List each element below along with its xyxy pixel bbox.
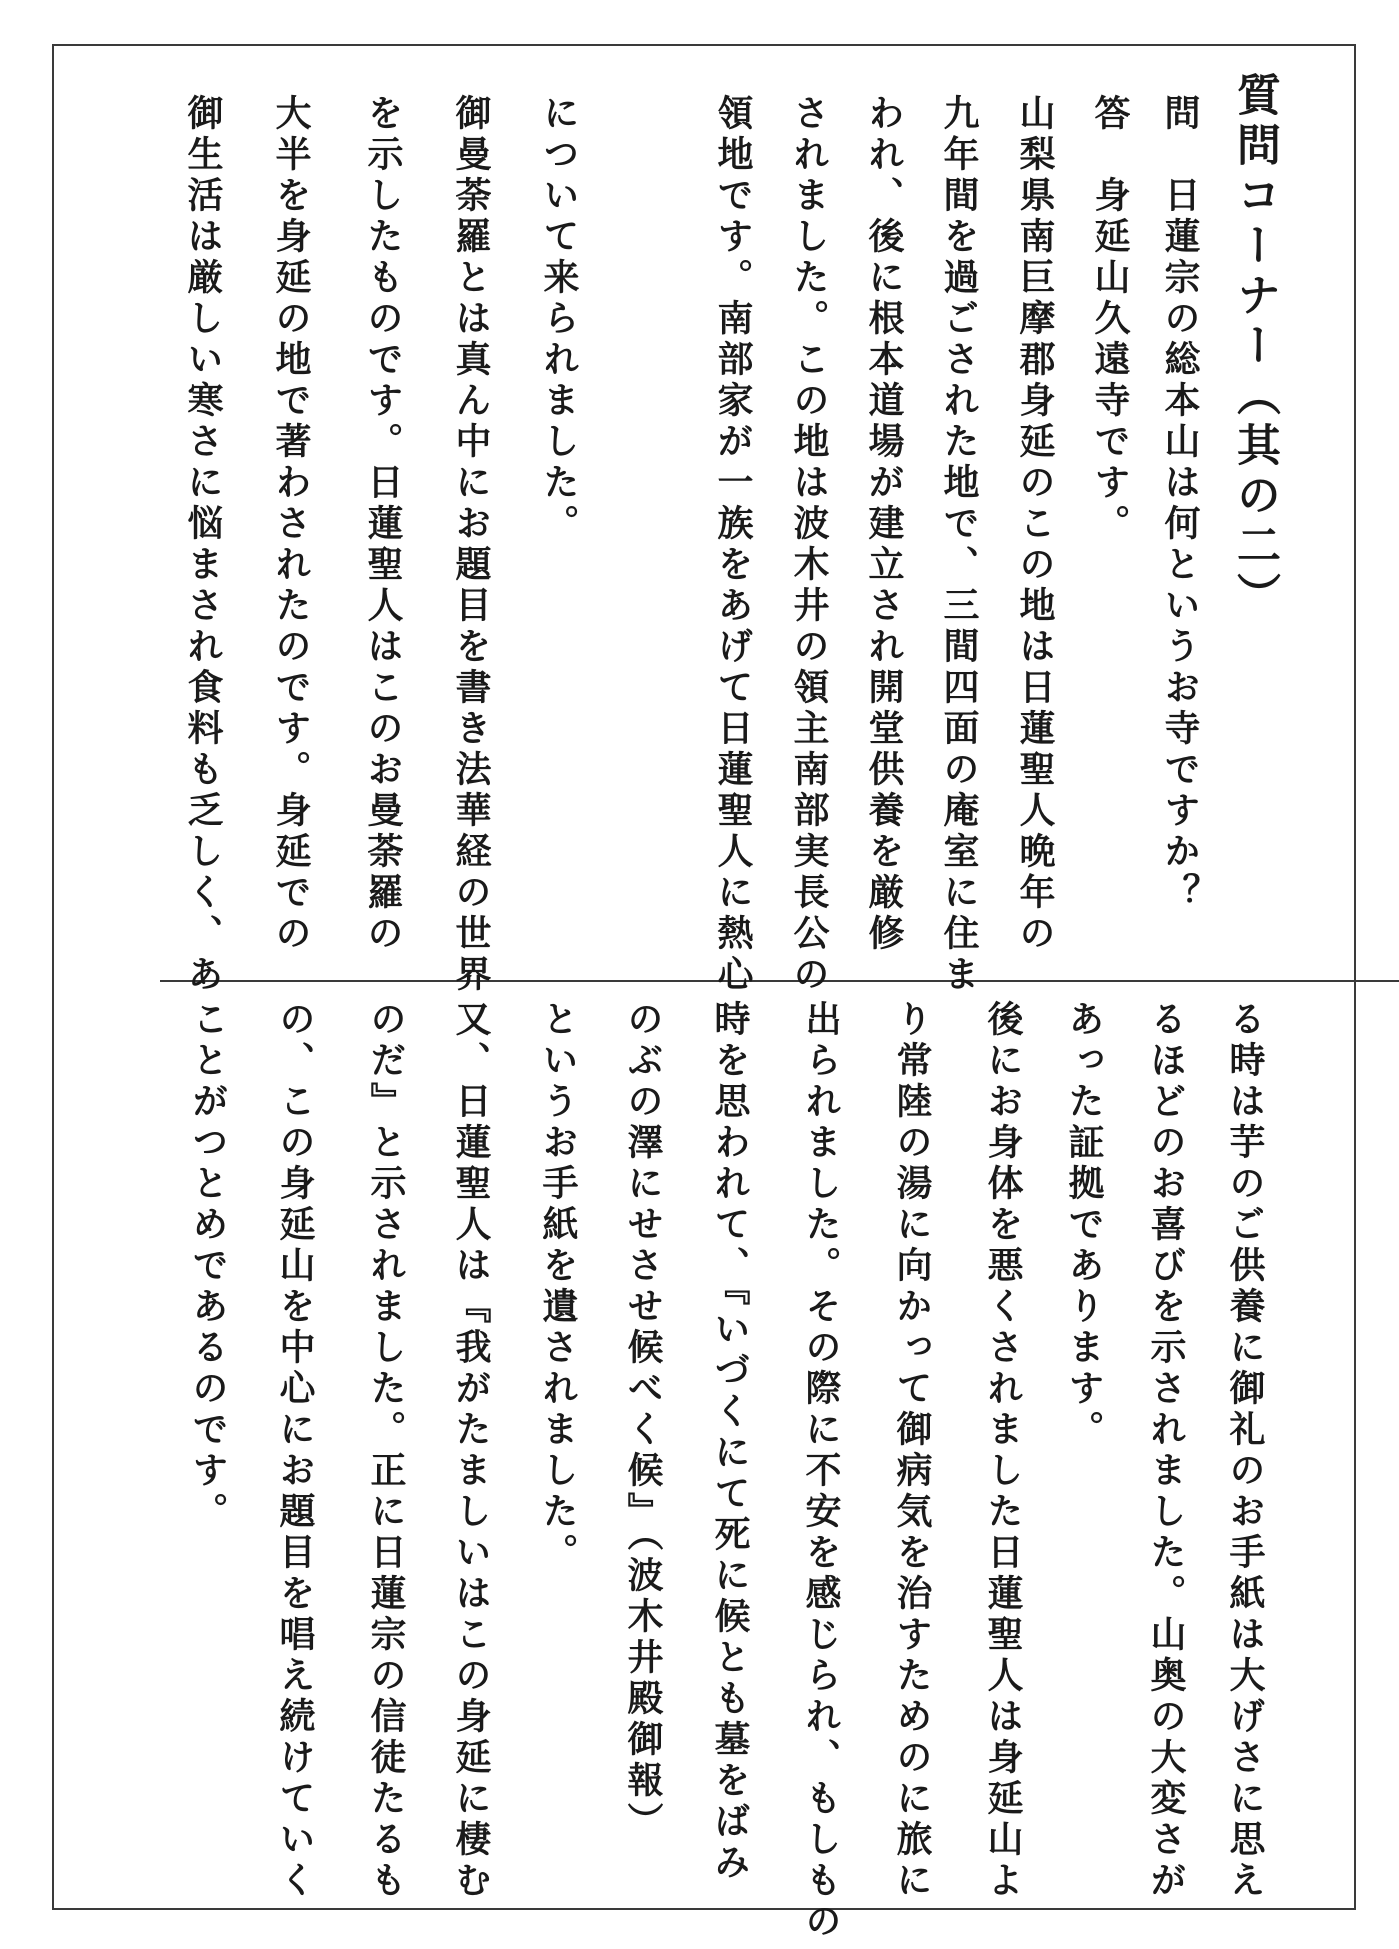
bottom-column-9: というお手紙を遺されました。 [537, 1000, 579, 1574]
top-column-6: されました。この地は波木井の領主南部実長公の [788, 94, 830, 996]
top-column-8: について来られました。 [538, 94, 580, 545]
top-column-1: 問 日蓮宗の総本山は何というお寺ですか？ [1159, 94, 1201, 914]
bottom-column-1: る時は芋のご供養に御礼のお手紙は大げさに思え [1224, 1000, 1266, 1902]
top-column-3: 山梨県南巨摩郡身延のこの地は日蓮聖人晩年の [1014, 94, 1056, 955]
top-column-2: 答 身延山久遠寺です。 [1089, 94, 1131, 545]
bottom-column-4: 後にお身体を悪くされました日蓮聖人は身延山よ [982, 1000, 1024, 1902]
top-column-10: を示したものです。日蓮聖人はこのお曼荼羅の [362, 94, 404, 955]
bottom-column-6: 出られました。その際に不安を感じられ、もしもの [800, 1000, 842, 1943]
bottom-column-5: り常陸の湯に向かって御病気を治すためのに旅に [891, 1000, 933, 1902]
page-title: 質問コーナー（其の二） [1229, 72, 1280, 622]
top-column-4: 九年間を過ごされた地で、三間四面の庵室に住ま [938, 94, 980, 996]
bottom-column-2: るほどのお喜びを示されました。山奥の大変さが [1145, 1000, 1187, 1902]
section-divider [160, 980, 1399, 982]
top-column-7: 領地です。南部家が一族をあげて日蓮聖人に熱心 [712, 94, 754, 996]
bottom-column-11: のだ』と示されました。正に日蓮宗の信徒たるも [365, 1000, 407, 1902]
top-column-5: われ、後に根本道場が建立され開堂供養を厳修 [863, 94, 905, 955]
top-column-12: 御生活は厳しい寒さに悩まされ食料も乏しく、あ [182, 94, 224, 996]
top-column-11: 大半を身延の地で著わされたのです。身延での [270, 94, 312, 955]
bottom-column-3: あった証拠であります。 [1063, 1000, 1105, 1451]
bottom-column-8: のぶの澤にせさせ候べく候』（波木井殿御報） [622, 1000, 664, 1843]
bottom-column-10: 又、日蓮聖人は『我がたましいはこの身延に棲む [450, 1000, 492, 1902]
bottom-column-13: ことがつとめであるのです。 [187, 1000, 229, 1533]
top-column-9: 御曼荼羅とは真ん中にお題目を書き法華経の世界 [450, 94, 492, 996]
bottom-column-7: 時を思われて、『いづくにて死に候とも墓をばみ [709, 1000, 751, 1884]
bottom-column-12: の、この身延山を中心にお題目を唱え続けていく [274, 1000, 316, 1902]
